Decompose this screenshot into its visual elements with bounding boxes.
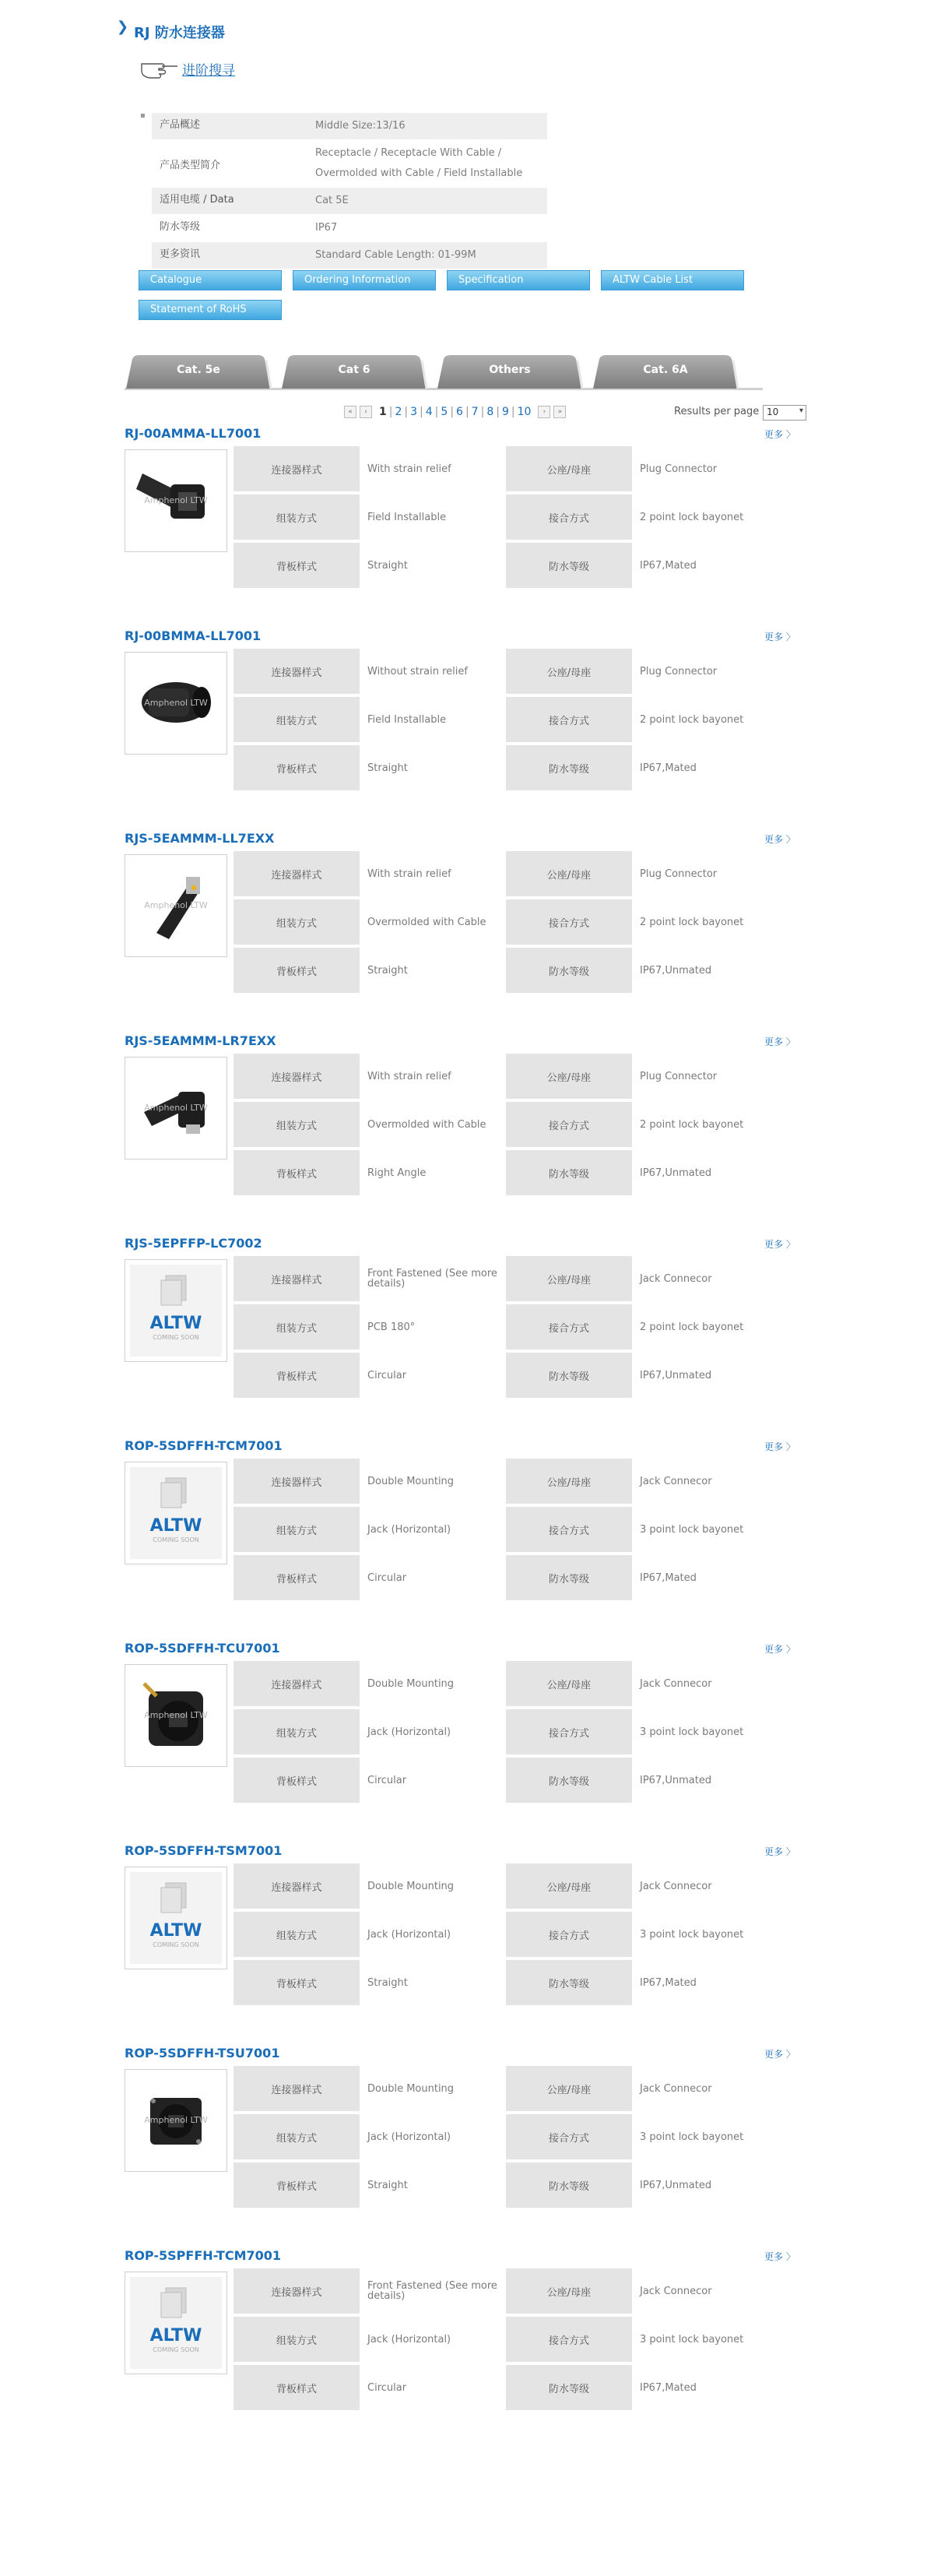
- more-link[interactable]: 更多 〉: [764, 1846, 795, 1857]
- logo-watermark: Amphenol LTW: [144, 2115, 208, 2125]
- spec-key: 接合方式: [506, 697, 632, 742]
- spec-value: Straight: [367, 2179, 408, 2191]
- coming-soon-image: [125, 1260, 226, 1361]
- page-separator: |: [465, 406, 469, 418]
- spec-value: 3 point lock bayonet: [640, 1928, 744, 1941]
- spec-value: IP67,Unmated: [640, 1369, 712, 1381]
- more-link[interactable]: 更多 〉: [764, 834, 795, 845]
- page-separator: |: [450, 406, 455, 418]
- jack-circular-icon: [125, 1665, 226, 1766]
- spec-value: Straight: [367, 762, 408, 774]
- spec-key: 组装方式: [234, 1304, 360, 1350]
- spec-key: 公座/母座: [506, 446, 632, 491]
- spec-key: 连接器样式: [234, 1661, 360, 1706]
- overview-value: Standard Cable Length: 01-99M: [307, 242, 547, 269]
- spec-key: 接合方式: [506, 494, 632, 540]
- coming-soon-brand: ALTW: [149, 2326, 202, 2345]
- plug-nostrain-icon: [125, 653, 226, 754]
- product-code-link[interactable]: RJS-5EAMMM-LL7EXX: [125, 831, 275, 846]
- product-card: [125, 831, 802, 1033]
- spec-value: Plug Connector: [640, 665, 718, 677]
- product-code-link[interactable]: ROP-5SDFFH-TCM7001: [125, 1438, 283, 1453]
- spec-value: 3 point lock bayonet: [640, 2131, 744, 2143]
- overview-value: Receptacle / Receptacle With Cable / Overmolded with Cable / Field Installable: [307, 140, 547, 187]
- spec-value: 3 point lock bayonet: [640, 1523, 744, 1536]
- page-separator: |: [404, 406, 409, 418]
- spec-row: [234, 494, 794, 540]
- logo-watermark: Amphenol LTW: [144, 900, 208, 910]
- product-card: [125, 1843, 802, 2046]
- overview-row: [152, 188, 547, 215]
- page-number-link[interactable]: 4: [425, 406, 433, 418]
- page-number-link[interactable]: 1: [379, 406, 387, 418]
- product-image[interactable]: [125, 1057, 227, 1160]
- spec-value: Circular: [367, 1571, 407, 1584]
- results-per-page-select[interactable]: [763, 405, 806, 421]
- spec-key: 组装方式: [234, 899, 360, 945]
- spec-key: 组装方式: [234, 2114, 360, 2159]
- product-card: [125, 1438, 802, 1641]
- chevron-down-icon: ▾: [799, 406, 803, 415]
- pagination: [342, 403, 567, 421]
- coming-soon-text: COMING SOON: [153, 1941, 199, 1948]
- coming-soon-brand: ALTW: [149, 1921, 202, 1941]
- product-image[interactable]: [125, 2272, 227, 2374]
- spec-row: [234, 1912, 794, 1957]
- spec-value: Right Angle: [367, 1167, 427, 1179]
- tab-cat-6[interactable]: [280, 354, 428, 389]
- page-number-link[interactable]: 9: [501, 406, 509, 418]
- next-page-button[interactable]: ›: [538, 406, 550, 418]
- spec-value: IP67,Mated: [640, 2381, 697, 2394]
- spec-row: [234, 1507, 794, 1552]
- coming-soon-brand: ALTW: [149, 1314, 202, 1333]
- coming-soon-image: [125, 1462, 226, 1564]
- spec-value: Jack Connecor: [640, 2082, 712, 2095]
- jack-square-icon: [125, 2070, 226, 2171]
- spec-key: 公座/母座: [506, 1661, 632, 1706]
- more-link[interactable]: 更多 〉: [764, 2049, 795, 2060]
- spec-row: [234, 1661, 794, 1706]
- overview-value: Middle Size:13/16: [307, 113, 547, 139]
- spec-key: 背板样式: [234, 543, 360, 588]
- spec-key: 公座/母座: [506, 1863, 632, 1909]
- spec-key: 公座/母座: [506, 1459, 632, 1504]
- product-image[interactable]: [125, 1259, 227, 1362]
- spec-key: 公座/母座: [506, 649, 632, 694]
- spec-value: With strain relief: [367, 463, 451, 475]
- spec-key: 公座/母座: [506, 2268, 632, 2314]
- spec-value: Without strain relief: [367, 665, 468, 677]
- spec-value: Jack Connecor: [640, 1880, 712, 1892]
- spec-value: Jack Connecor: [640, 1677, 712, 1690]
- spec-row: [234, 2268, 794, 2314]
- spec-value: Circular: [367, 2381, 407, 2394]
- spec-row: [234, 1353, 794, 1398]
- category-tabs: [125, 354, 763, 390]
- spec-row: [234, 2365, 794, 2410]
- pointing-hand-icon: [140, 56, 181, 79]
- spec-key: 公座/母座: [506, 1054, 632, 1099]
- spec-value: Jack (Horizontal): [367, 1726, 451, 1738]
- page-separator: |: [434, 406, 439, 418]
- overview-key: 更多资讯: [152, 242, 307, 269]
- spec-value: 3 point lock bayonet: [640, 2333, 744, 2345]
- coming-soon-image: [125, 1867, 226, 1969]
- logo-watermark: Amphenol LTW: [144, 495, 208, 505]
- spec-key: 防水等级: [506, 1758, 632, 1803]
- product-card: [125, 628, 802, 831]
- product-code-link[interactable]: ROP-5SPFFH-TCM7001: [125, 2248, 282, 2263]
- spec-value: With strain relief: [367, 867, 451, 880]
- product-code-link[interactable]: RJ-00BMMA-LL7001: [125, 628, 262, 643]
- tab-label: Others: [489, 364, 531, 376]
- spec-value: Circular: [367, 1369, 407, 1381]
- overview-value: IP67: [307, 215, 547, 241]
- overview-row: [152, 140, 547, 188]
- spec-key: 接合方式: [506, 1102, 632, 1147]
- page-number-link[interactable]: 10: [517, 406, 532, 418]
- product-card: [125, 2248, 802, 2451]
- spec-row: [234, 1054, 794, 1099]
- spec-key: 连接器样式: [234, 649, 360, 694]
- logo-watermark: Amphenol LTW: [144, 1710, 208, 1720]
- results-per-page-label: Results per page: [674, 406, 760, 417]
- tab-cat-6a[interactable]: [592, 354, 739, 389]
- spec-key: 背板样式: [234, 1555, 360, 1600]
- spec-value: IP67,Mated: [640, 1976, 697, 1989]
- spec-value: Plug Connector: [640, 1070, 718, 1082]
- spec-value: Circular: [367, 1774, 407, 1786]
- spec-key: 防水等级: [506, 948, 632, 993]
- coming-soon-text: COMING SOON: [153, 1334, 199, 1341]
- overview-row: [152, 242, 547, 269]
- more-link[interactable]: 更多 〉: [764, 1644, 795, 1655]
- spec-value: Double Mounting: [367, 1475, 455, 1487]
- spec-row: [234, 1960, 794, 2005]
- plug-strain-icon: [125, 450, 226, 551]
- spec-key: 连接器样式: [234, 1459, 360, 1504]
- spec-value: IP67,Mated: [640, 1571, 697, 1584]
- page-separator: |: [388, 406, 393, 418]
- page-title: RJ 防水连接器: [134, 25, 225, 41]
- specification-button[interactable]: Specification: [447, 270, 590, 290]
- last-page-button[interactable]: »: [553, 406, 566, 418]
- spec-row: [234, 899, 794, 945]
- spec-value: PCB 180°: [367, 1321, 416, 1333]
- spec-row: [234, 851, 794, 896]
- spec-key: 背板样式: [234, 2163, 360, 2208]
- product-image[interactable]: [125, 652, 227, 755]
- spec-value: Front Fastened (See more details): [367, 2280, 497, 2302]
- page-number-link[interactable]: 6: [456, 406, 463, 418]
- spec-value: 2 point lock bayonet: [640, 1118, 744, 1131]
- product-image[interactable]: [125, 854, 227, 957]
- spec-row: [234, 948, 794, 993]
- overview-key: 产品类型简介: [152, 140, 307, 187]
- spec-row: [234, 1304, 794, 1350]
- overview-key: 防水等级: [152, 215, 307, 241]
- product-card: [125, 2046, 802, 2248]
- spec-value: Field Installable: [367, 713, 447, 726]
- spec-key: 组装方式: [234, 494, 360, 540]
- product-code-link[interactable]: RJ-00AMMA-LL7001: [125, 426, 262, 441]
- spec-key: 接合方式: [506, 2317, 632, 2362]
- spec-row: [234, 1102, 794, 1147]
- spec-value: With strain relief: [367, 1070, 451, 1082]
- spec-key: 连接器样式: [234, 1256, 360, 1301]
- spec-key: 连接器样式: [234, 1863, 360, 1909]
- spec-key: 连接器样式: [234, 1054, 360, 1099]
- page-number-link[interactable]: 5: [441, 406, 448, 418]
- spec-value: Jack Connecor: [640, 1475, 712, 1487]
- statement-of-rohs-button[interactable]: Statement of RoHS: [139, 300, 282, 320]
- overview-row: [152, 215, 547, 242]
- spec-key: 接合方式: [506, 1304, 632, 1350]
- page-separator: |: [496, 406, 500, 418]
- spec-key: 背板样式: [234, 1960, 360, 2005]
- spec-row: [234, 1150, 794, 1195]
- tab-others[interactable]: [436, 354, 584, 389]
- tab-cat-5e[interactable]: [125, 354, 272, 389]
- spec-row: [234, 543, 794, 588]
- spec-key: 组装方式: [234, 1709, 360, 1754]
- spec-value: Jack (Horizontal): [367, 2131, 451, 2143]
- spec-value: IP67,Unmated: [640, 2179, 712, 2191]
- overview-key: 适用电缆 / Data: [152, 188, 307, 214]
- bullet-icon: ▪: [140, 111, 146, 120]
- spec-value: Straight: [367, 1976, 408, 1989]
- more-link[interactable]: 更多 〉: [764, 2251, 795, 2262]
- prev-page-button[interactable]: ‹: [360, 406, 372, 418]
- spec-value: Straight: [367, 559, 408, 572]
- spec-value: Straight: [367, 964, 408, 977]
- product-code-link[interactable]: ROP-5SDFFH-TSU7001: [125, 2046, 280, 2060]
- spec-row: [234, 697, 794, 742]
- logo-watermark: Amphenol LTW: [144, 1103, 208, 1113]
- spec-key: 公座/母座: [506, 1256, 632, 1301]
- product-card: [125, 426, 802, 628]
- tab-label: Cat 6: [338, 364, 370, 376]
- results-per-page-value: 10: [767, 406, 779, 417]
- spec-key: 防水等级: [506, 1353, 632, 1398]
- spec-key: 背板样式: [234, 1758, 360, 1803]
- spec-value: 2 point lock bayonet: [640, 511, 744, 523]
- spec-value: 2 point lock bayonet: [640, 713, 744, 726]
- spec-key: 连接器样式: [234, 2268, 360, 2314]
- catalogue-button[interactable]: Catalogue: [139, 270, 282, 290]
- overmold-straight-icon: [125, 855, 226, 956]
- spec-key: 组装方式: [234, 2317, 360, 2362]
- page-number-link[interactable]: 2: [395, 406, 402, 418]
- first-page-button[interactable]: «: [344, 406, 356, 418]
- spec-row: [234, 446, 794, 491]
- chevron-right-icon: ❯: [117, 19, 129, 35]
- spec-key: 防水等级: [506, 2365, 632, 2410]
- spec-row: [234, 2114, 794, 2159]
- spec-key: 公座/母座: [506, 851, 632, 896]
- spec-value: Double Mounting: [367, 1677, 455, 1690]
- spec-row: [234, 745, 794, 790]
- spec-key: 防水等级: [506, 1150, 632, 1195]
- spec-row: [234, 1459, 794, 1504]
- overview-table: [152, 113, 547, 269]
- spec-value: Double Mounting: [367, 2082, 455, 2095]
- spec-value: IP67,Unmated: [640, 964, 712, 977]
- spec-key: 组装方式: [234, 697, 360, 742]
- spec-key: 接合方式: [506, 2114, 632, 2159]
- advanced-search-link[interactable]: 进阶搜寻: [182, 63, 235, 79]
- more-link[interactable]: 更多 〉: [764, 632, 795, 642]
- spec-row: [234, 1256, 794, 1301]
- spec-key: 接合方式: [506, 899, 632, 945]
- spec-value: 2 point lock bayonet: [640, 1321, 744, 1333]
- spec-key: 防水等级: [506, 745, 632, 790]
- spec-key: 背板样式: [234, 1353, 360, 1398]
- spec-value: Field Installable: [367, 511, 447, 523]
- spec-row: [234, 2163, 794, 2208]
- more-link[interactable]: 更多 〉: [764, 1239, 795, 1250]
- spec-key: 防水等级: [506, 543, 632, 588]
- spec-value: Jack (Horizontal): [367, 1928, 451, 1941]
- spec-row: [234, 2066, 794, 2111]
- product-image[interactable]: [125, 1867, 227, 1969]
- overview-key: 产品概述: [152, 113, 307, 139]
- coming-soon-image: [125, 2272, 226, 2374]
- spec-value: Plug Connector: [640, 463, 718, 475]
- spec-value: Double Mounting: [367, 1880, 455, 1892]
- overmold-angle-icon: [125, 1057, 226, 1159]
- spec-row: [234, 1758, 794, 1803]
- spec-key: 背板样式: [234, 1150, 360, 1195]
- spec-value: Jack (Horizontal): [367, 1523, 451, 1536]
- product-image[interactable]: [125, 1664, 227, 1767]
- spec-key: 防水等级: [506, 1555, 632, 1600]
- spec-value: Jack (Horizontal): [367, 2333, 451, 2345]
- spec-value: Plug Connector: [640, 867, 718, 880]
- product-image[interactable]: [125, 449, 227, 552]
- product-code-link[interactable]: ROP-5SDFFH-TCU7001: [125, 1641, 280, 1656]
- tab-label: Cat. 5e: [177, 364, 220, 376]
- spec-value: IP67,Unmated: [640, 1774, 712, 1786]
- overview-value: Cat 5E: [307, 188, 547, 214]
- spec-key: 组装方式: [234, 1912, 360, 1957]
- spec-key: 接合方式: [506, 1912, 632, 1957]
- spec-value: 2 point lock bayonet: [640, 916, 744, 928]
- spec-row: [234, 1863, 794, 1909]
- spec-key: 背板样式: [234, 2365, 360, 2410]
- spec-key: 连接器样式: [234, 851, 360, 896]
- spec-row: [234, 1555, 794, 1600]
- product-image[interactable]: [125, 1462, 227, 1564]
- spec-value: IP67,Unmated: [640, 1167, 712, 1179]
- spec-key: 组装方式: [234, 1507, 360, 1552]
- overview-row: [152, 113, 547, 140]
- spec-key: 防水等级: [506, 1960, 632, 2005]
- page-number-link[interactable]: 7: [471, 406, 479, 418]
- tab-label: Cat. 6A: [643, 364, 688, 376]
- page-number-link[interactable]: 8: [486, 406, 494, 418]
- spec-key: 公座/母座: [506, 2066, 632, 2111]
- spec-key: 背板样式: [234, 948, 360, 993]
- spec-row: [234, 1709, 794, 1754]
- logo-watermark: Amphenol LTW: [144, 698, 208, 708]
- spec-row: [234, 649, 794, 694]
- spec-key: 连接器样式: [234, 446, 360, 491]
- altw-cable-list-button[interactable]: ALTW Cable List: [601, 270, 744, 290]
- spec-value: Front Fastened (See more details): [367, 1268, 497, 1290]
- spec-value: Overmolded with Cable: [367, 916, 486, 928]
- product-card: [125, 1641, 802, 1843]
- ordering-information-button[interactable]: Ordering Information: [293, 270, 436, 290]
- coming-soon-brand: ALTW: [149, 1516, 202, 1536]
- spec-value: Jack Connecor: [640, 1272, 712, 1285]
- product-card: [125, 1236, 802, 1438]
- spec-value: 3 point lock bayonet: [640, 1726, 744, 1738]
- spec-key: 连接器样式: [234, 2066, 360, 2111]
- page-separator: |: [420, 406, 423, 418]
- spec-value: Jack Connecor: [640, 2285, 712, 2297]
- more-link[interactable]: 更多 〉: [764, 1036, 795, 1047]
- spec-key: 组装方式: [234, 1102, 360, 1147]
- spec-value: IP67,Mated: [640, 762, 697, 774]
- page-number-link[interactable]: 3: [410, 406, 418, 418]
- more-link[interactable]: 更多 〉: [764, 1441, 795, 1452]
- spec-row: [234, 2317, 794, 2362]
- page-numbers: [377, 406, 533, 418]
- product-card: [125, 1033, 802, 1236]
- spec-key: 背板样式: [234, 745, 360, 790]
- spec-value: IP67,Mated: [640, 559, 697, 572]
- product-image[interactable]: [125, 2069, 227, 2172]
- spec-key: 接合方式: [506, 1507, 632, 1552]
- spec-key: 接合方式: [506, 1709, 632, 1754]
- page-separator: |: [511, 406, 515, 418]
- more-link[interactable]: 更多 〉: [764, 429, 795, 440]
- coming-soon-text: COMING SOON: [153, 1536, 199, 1543]
- product-code-link[interactable]: RJS-5EAMMM-LR7EXX: [125, 1033, 276, 1048]
- spec-key: 防水等级: [506, 2163, 632, 2208]
- page-separator: |: [480, 406, 485, 418]
- product-code-link[interactable]: ROP-5SDFFH-TSM7001: [125, 1843, 283, 1858]
- product-code-link[interactable]: RJS-5EPFFP-LC7002: [125, 1236, 262, 1251]
- spec-value: Overmolded with Cable: [367, 1118, 486, 1131]
- coming-soon-text: COMING SOON: [153, 2346, 199, 2353]
